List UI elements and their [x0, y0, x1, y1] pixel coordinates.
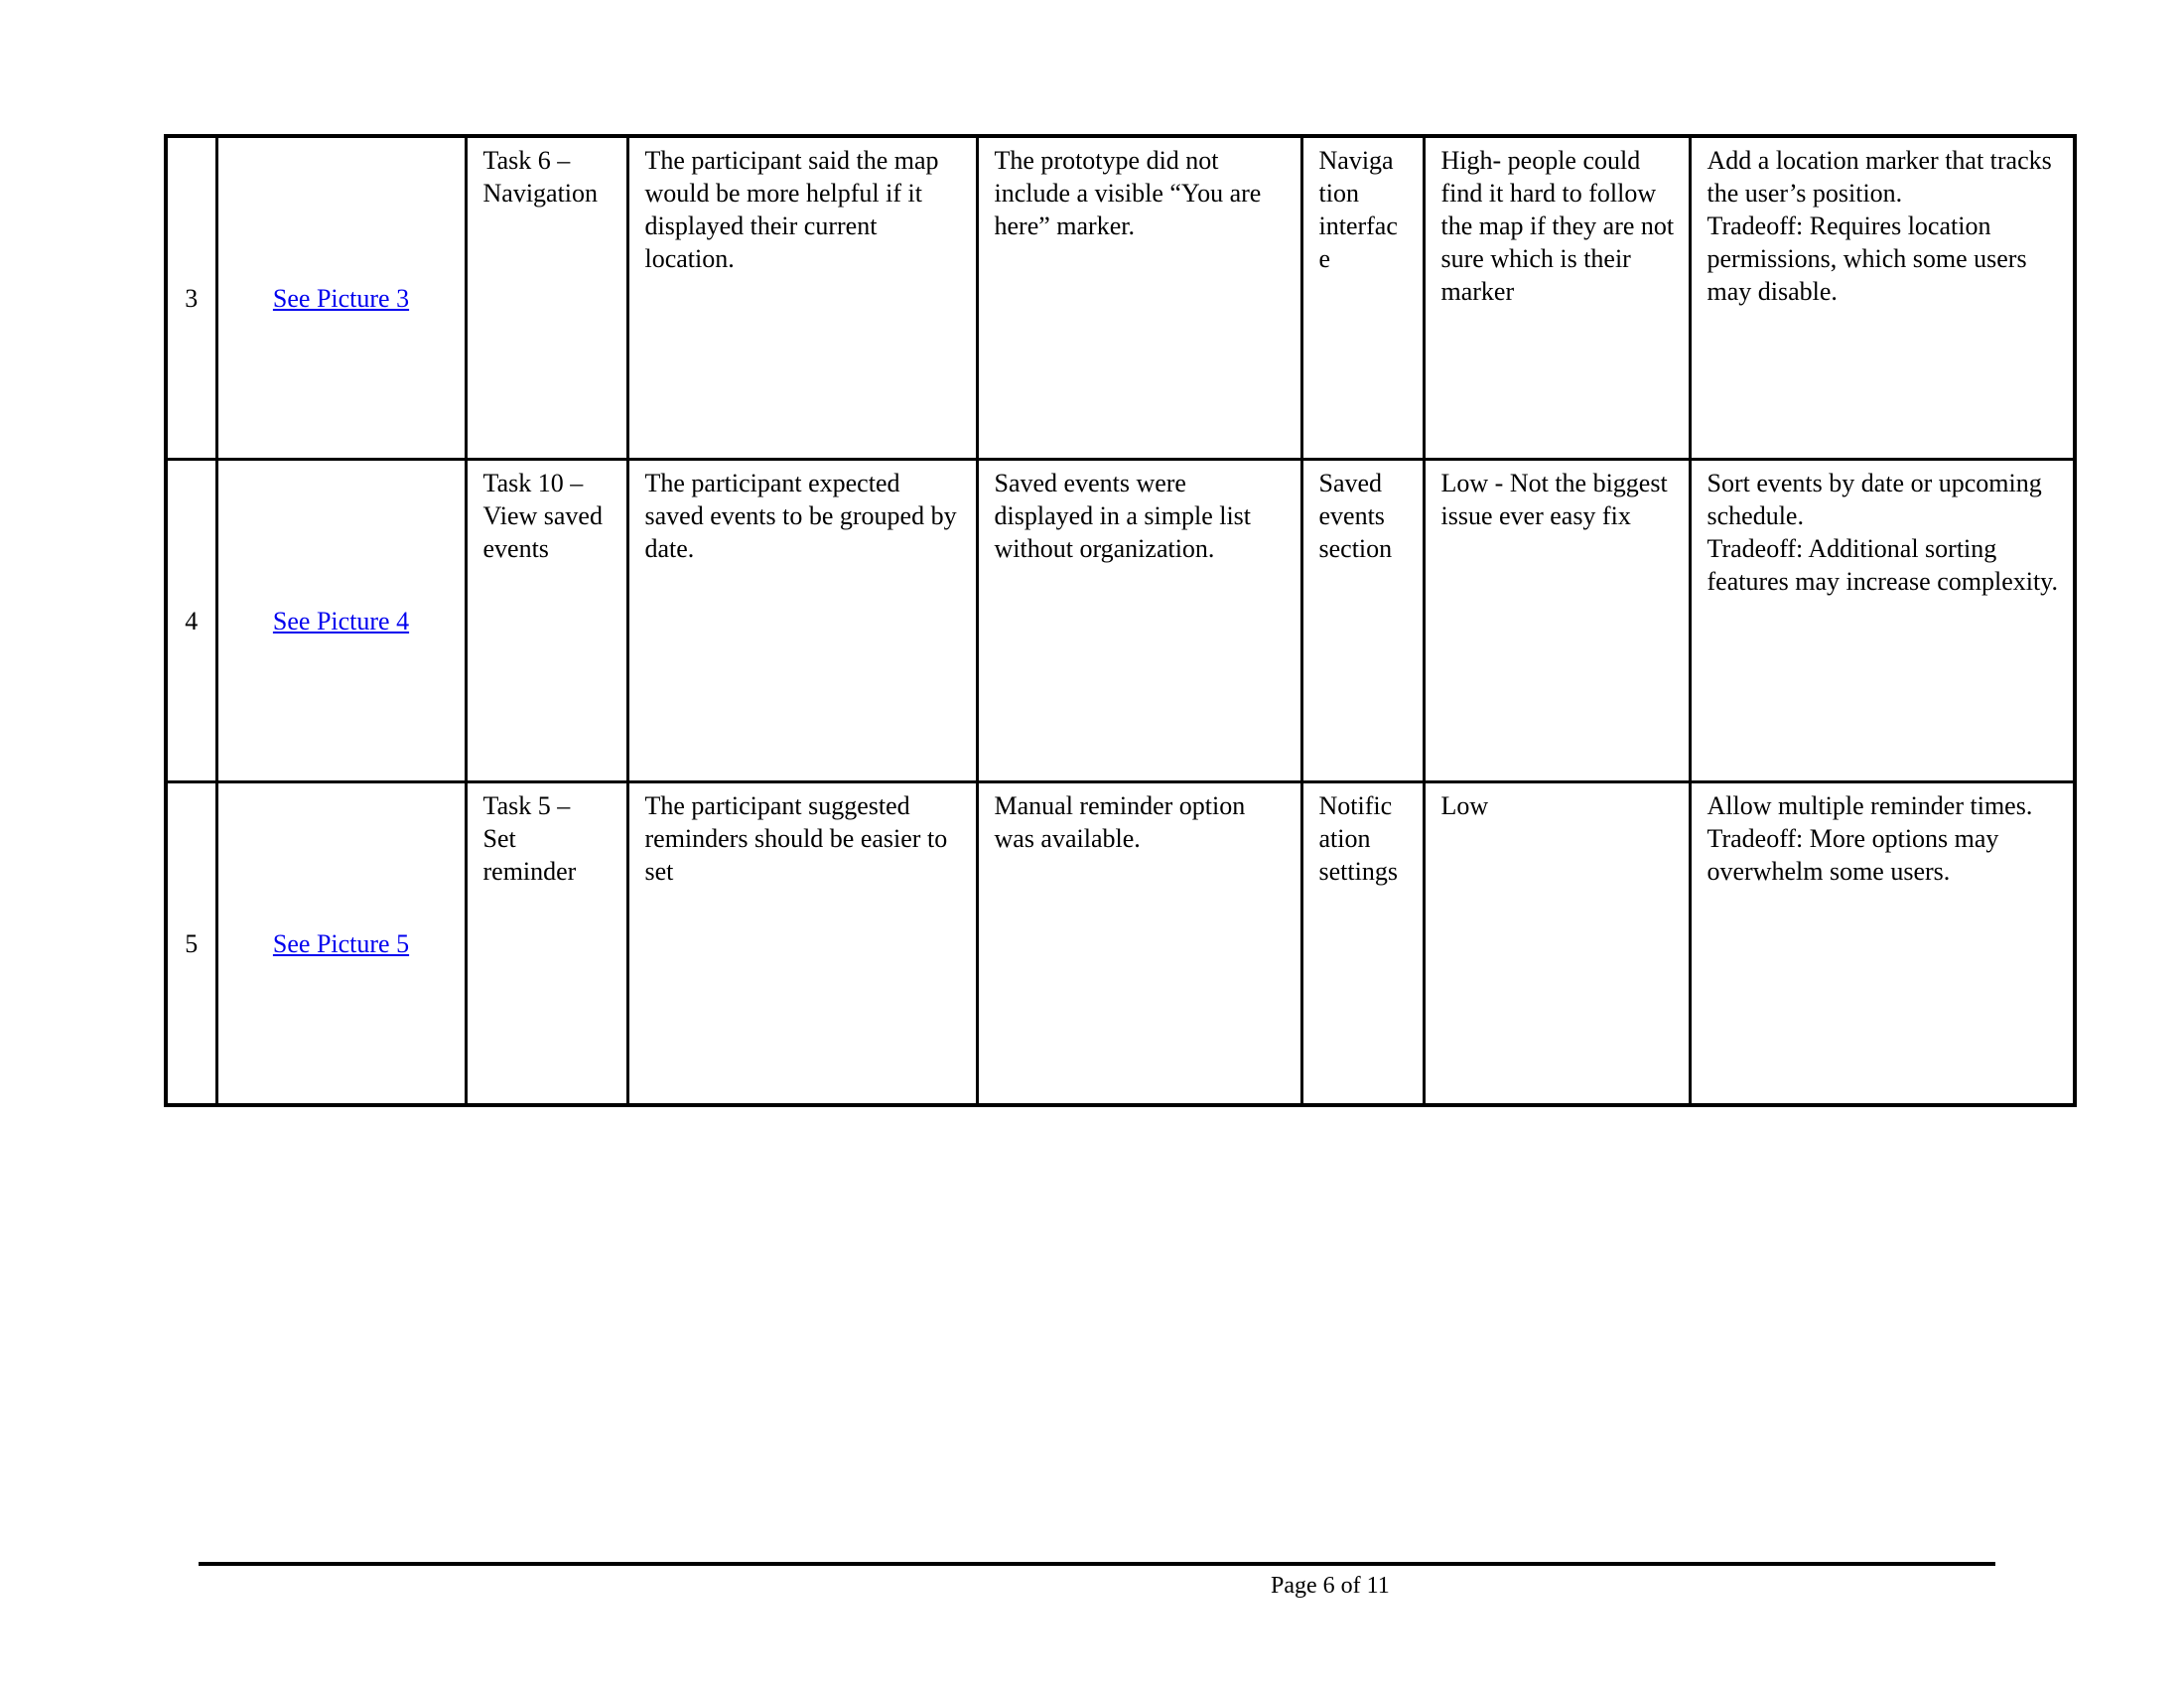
severity-cell: Low [1424, 782, 1690, 1106]
picture-link-cell [216, 460, 466, 782]
see-picture-3-link[interactable]: See Picture 3 [272, 283, 410, 313]
cause-cell: Manual reminder option was available. [977, 782, 1301, 1106]
see-picture-5-link[interactable]: See Picture 5 [272, 928, 410, 958]
observation-cell: The participant expected saved events to be grouped by date. [627, 460, 977, 782]
severity-cell: Low - Not the biggest issue ever easy fix [1424, 460, 1690, 782]
area-cell: Saved events section [1301, 460, 1424, 782]
task-cell: Task 5 – Set reminder [466, 782, 627, 1106]
observation-cell: The participant suggested reminders should be easier to set [627, 782, 977, 1106]
picture-link-cell [216, 136, 466, 460]
recommendation-cell: Add a location marker that tracks the user’s position. Tradeoff: Requires location permissions, which some users may disable. [1690, 136, 2075, 460]
row-number: 3 [166, 136, 216, 460]
task-cell: Task 6 – Navigation [466, 136, 627, 460]
observation-cell: The participant said the map would be more helpful if it displayed their current location. [627, 136, 977, 460]
area-cell: Notific ation settings [1301, 782, 1424, 1106]
area-cell: Naviga tion interfac e [1301, 136, 1424, 460]
page-number: Page 6 of 11 [1271, 1573, 1390, 1599]
see-picture-4-link[interactable]: See Picture 4 [272, 606, 410, 635]
picture-link-cell [216, 782, 466, 1106]
recommendation-cell: Allow multiple reminder times. Tradeoff: More options may overwhelm some users. [1690, 782, 2075, 1106]
cause-cell: Saved events were displayed in a simple list without organization. [977, 460, 1301, 782]
row-number: 5 [166, 782, 216, 1106]
table-row [166, 782, 2075, 1106]
severity-cell: High- people could find it hard to follow the map if they are not sure which is their marker [1424, 136, 1690, 460]
task-cell: Task 10 – View saved events [466, 460, 627, 782]
table-row [166, 460, 2075, 782]
cause-cell: The prototype did not include a visible “You are here” marker. [977, 136, 1301, 460]
table-row [166, 136, 2075, 460]
row-number: 4 [166, 460, 216, 782]
recommendation-cell: Sort events by date or upcoming schedule. Tradeoff: Additional sorting features may increase complexity. [1690, 460, 2075, 782]
usability-findings-table [164, 134, 2077, 1107]
footer-divider [199, 1562, 1995, 1566]
